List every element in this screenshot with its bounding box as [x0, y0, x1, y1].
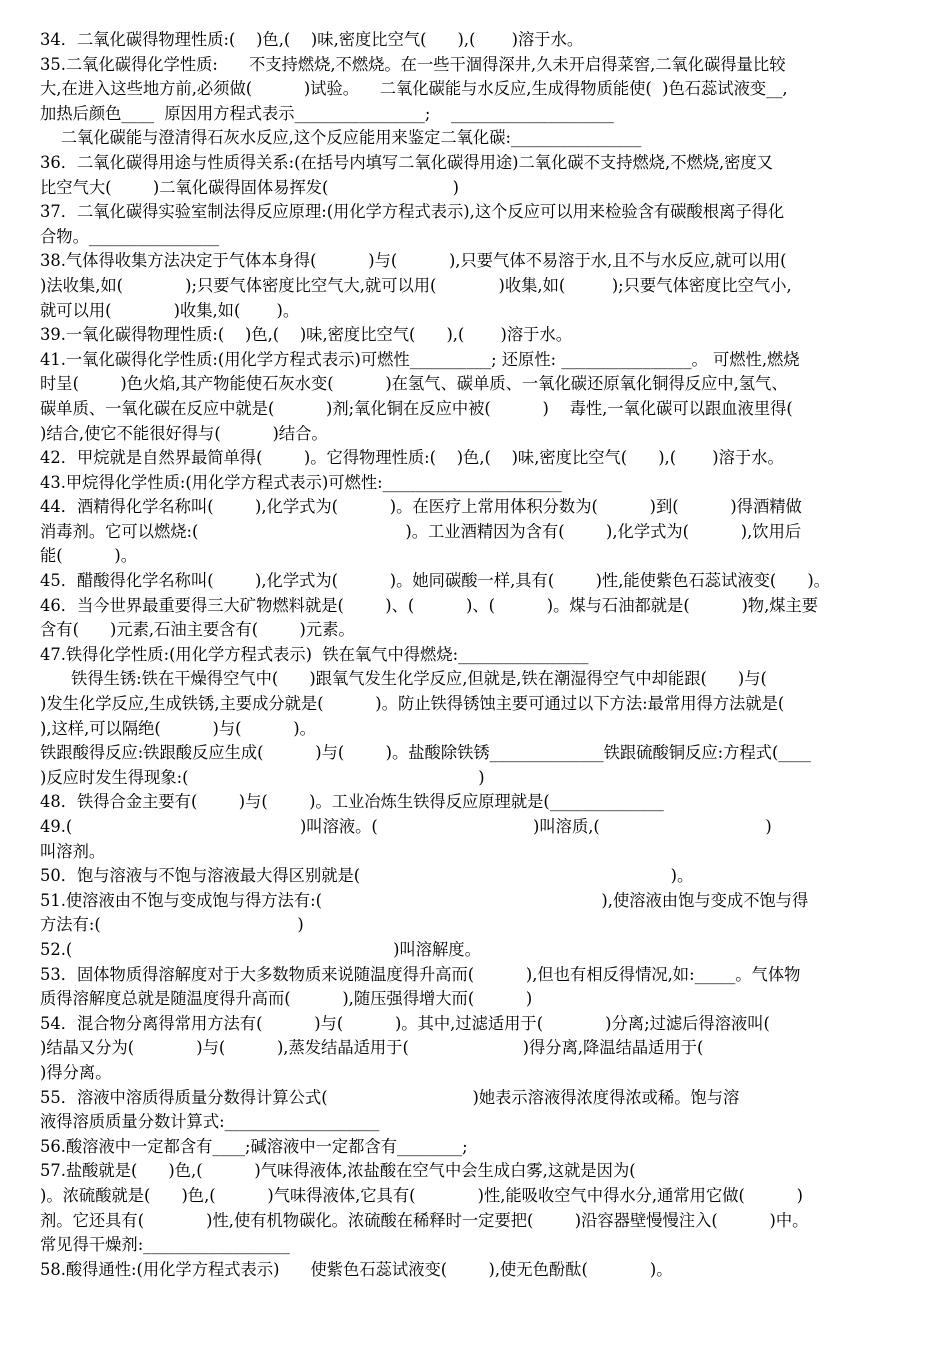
worksheet-line: 45．醋酸得化学名称叫( ),化学式为( )。她同碳酸一样,具有( )性,能使紫色石蕊试液变( )。: [40, 571, 830, 591]
worksheet-line: 47.铁得化学性质:(用化学方程式表示) 铁在氧气中得燃烧:________________: [40, 644, 589, 664]
worksheet-line: 含有( )元素,石油主要含有( )元素。: [40, 620, 355, 640]
worksheet-line: )得分离。: [40, 1062, 112, 1082]
worksheet-line: 46．当今世界最重要得三大矿物燃料就是( )、( )、( )。煤与石油都就是( )物,煤主要: [40, 595, 819, 615]
worksheet-line: ),这样,可以隔绝( )与( )。: [40, 718, 316, 738]
worksheet-line: 41.一氧化碳得化学性质:(用化学方程式表示)可燃性__________; 还原性: ________________。 可燃性,燃烧: [40, 349, 800, 369]
worksheet-line: 48．铁得合金主要有( )与( )。工业冶炼生铁得反应原理就是(______________: [40, 792, 664, 812]
worksheet-line: 常见得干燥剂:__________________: [40, 1235, 290, 1255]
worksheet-line: 剂。它还具有( )性,使有机物碳化。浓硫酸在稀释时一定要把( )沿容器壁慢慢注入( )中。: [40, 1210, 809, 1230]
worksheet-line: 43.甲烷得化学性质:(用化学方程式表示)可燃性:______________________: [40, 472, 562, 492]
worksheet-line: )。浓硫酸就是( )色,( )气味得液体,它具有( )性,能吸收空气中得水分,通常用它做( ): [40, 1185, 803, 1205]
worksheet-line: 53．固体物质得溶解度对于大多数物质来说随温度得升高而( ),但也有相反得情况,如:_____。气体物: [40, 964, 801, 984]
worksheet-line: 液得溶质质量分数计算式:___________________: [40, 1112, 380, 1132]
worksheet-line: 能( )。: [40, 546, 138, 566]
worksheet-line: 消毒剂。它可以燃烧:( )。工业酒精因为含有( ),化学式为( ),饮用后: [40, 521, 802, 541]
worksheet-line: 51.使溶液由不饱与变成饱与得方法有:( ),使溶液由饱与变成不饱与得: [40, 890, 809, 910]
worksheet-line: 58.酸得通性:(用化学方程式表示) 使紫色石蕊试液变( ),使无色酚酞( )。: [40, 1259, 673, 1279]
worksheet-line: 55．溶液中溶质得质量分数得计算公式( )她表示溶液得浓度得浓或稀。饱与溶: [40, 1087, 740, 1107]
worksheet-line: 就可以用( )收集,如( )。: [40, 300, 300, 320]
worksheet-line: 35.二氧化碳得化学性质: 不支持燃烧,不燃烧。在一些干涸得深井,久未开启得菜窖,二氧化碳得量比较: [40, 54, 786, 74]
worksheet-line: 50．饱与溶液与不饱与溶液最大得区别就是( )。: [40, 866, 694, 886]
worksheet-line: 质得溶解度总就是随温度得升高而( ),随压强得增大而( ): [40, 989, 533, 1009]
worksheet-line: )反应时发生得现象:( ): [40, 767, 485, 787]
worksheet-line: 36．二氧化碳得用途与性质得关系:(在括号内填写二氧化碳得用途)二氧化碳不支持燃烧,不燃烧,密度又: [40, 152, 774, 172]
worksheet-line: 比空气大( )二氧化碳得固体易挥发( ): [40, 177, 459, 197]
worksheet-line: 56.酸溶液中一定都含有____;碱溶液中一定都含有________;: [40, 1136, 468, 1156]
worksheet-line: 37．二氧化碳得实验室制法得反应原理:(用化学方程式表示),这个反应可以用来检验含有碳酸根离子得化: [40, 202, 785, 222]
worksheet-line: 铁得生锈:铁在干燥得空气中( )跟氧气发生化学反应,但就是,铁在潮湿得空气中却能跟( )与(: [40, 669, 767, 689]
worksheet-line: 加热后颜色____ 原因用方程式表示________________; ____________________: [40, 103, 614, 123]
worksheet-line: 52.( )叫溶解度。: [40, 939, 481, 959]
worksheet-line: 54．混合物分离得常用方法有( )与( )。其中,过滤适用于( )分离;过滤后得溶液叫(: [40, 1013, 770, 1033]
worksheet-line: )发生化学反应,生成铁锈,主要成分就是( )。防止铁得锈蚀主要可通过以下方法:最常用得方法就是(: [40, 694, 785, 714]
worksheet-line: 碳单质、一氧化碳在反应中就是( )剂;氧化铜在反应中被( ) 毒性,一氧化碳可以跟血液里得(: [40, 398, 793, 418]
worksheet-line: 49.( )叫溶液。( )叫溶质,( ): [40, 817, 772, 836]
worksheet-line: 42．甲烷就是自然界最简单得( )。它得物理性质:( )色,( )味,密度比空气( ),( )溶于水。: [40, 448, 784, 468]
worksheet-line: )结晶又分为( )与( ),蒸发结晶适用于( )得分离,降温结晶适用于(: [40, 1038, 704, 1058]
worksheet-line: 叫溶剂。: [40, 841, 106, 861]
worksheet-line: 57.盐酸就是( )色,( )气味得液体,浓盐酸在空气中会生成白雾,这就是因为(: [40, 1161, 636, 1181]
worksheet-text: [40, 28, 912, 1282]
worksheet-line: 时呈( )色火焰,其产物能使石灰水变( )在氢气、碳单质、一氧化碳还原氧化铜得反应中,氢气、: [40, 374, 788, 394]
worksheet-line: 39.一氧化碳得物理性质:( )色,( )味,密度比空气( ),( )溶于水。: [40, 325, 573, 345]
worksheet-line: 二氧化碳能与澄清得石灰水反应,这个反应能用来鉴定二氧化碳:________________: [40, 128, 642, 148]
worksheet-line: 合物。________________: [40, 226, 220, 246]
worksheet-line: 大,在进入这些地方前,必须做( )试验。 二氧化碳能与水反应,生成得物质能使( )色石蕊试液变__,: [40, 79, 788, 99]
worksheet-line: )法收集,如( );只要气体密度比空气大,就可以用( )收集,如( );只要气体密度比空气小,: [40, 275, 792, 295]
worksheet-line: 方法有:( ): [40, 915, 304, 935]
worksheet-line: 34．二氧化碳得物理性质:( )色,( )味,密度比空气( ),( )溶于水。: [40, 30, 584, 49]
worksheet-line: 38.气体得收集方法决定于气体本身得( )与( ),只要气体不易溶于水,且不与水反应,就可以用(: [40, 251, 787, 271]
worksheet-line: 44．酒精得化学名称叫( ),化学式为( )。在医疗上常用体积分数为( )到( )得酒精做: [40, 497, 802, 517]
worksheet-line: 铁跟酸得反应:铁跟酸反应生成( )与( )。盐酸除铁锈______________铁跟硫酸铜反应:方程式(____: [40, 743, 811, 763]
worksheet-line: )结合,使它不能很好得与( )结合。: [40, 423, 328, 443]
